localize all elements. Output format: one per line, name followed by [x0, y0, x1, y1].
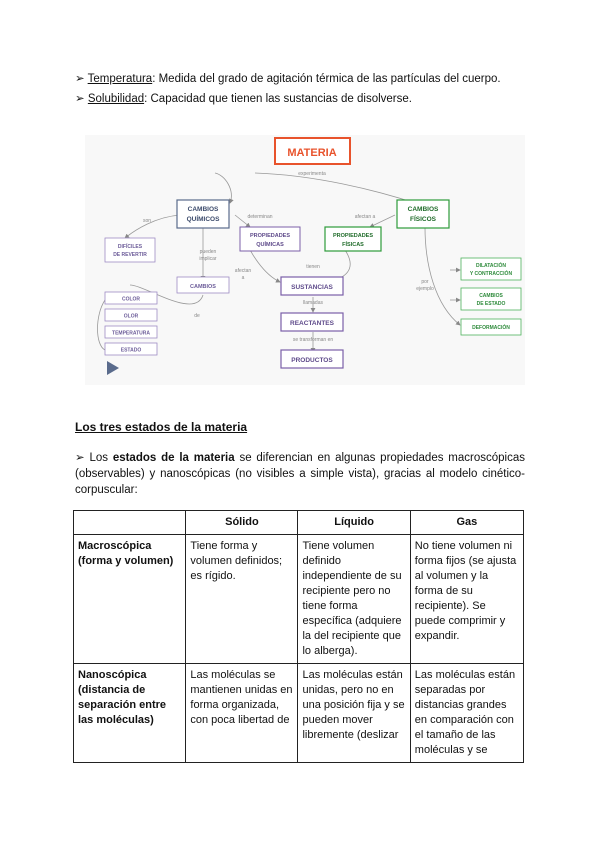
- link-label: determinan: [247, 214, 273, 220]
- node-cambios-estado-line2: DE ESTADO: [476, 301, 506, 307]
- node-prop-fisicas-line2: FÍSICAS: [342, 242, 364, 248]
- link-label: pueden: [199, 249, 217, 255]
- play-arrow-icon[interactable]: [107, 361, 119, 375]
- intro-bold-text: estados de la materia: [112, 452, 235, 464]
- node-cambios-quimicos: [177, 200, 229, 228]
- table-cell: Tiene forma y volumen definidos; es rígido.: [186, 535, 298, 664]
- term-label: Temperatura: [87, 73, 153, 85]
- node-sustancias-label: SUSTANCIAS: [291, 284, 333, 291]
- definition-text: : Capacidad que tienen las sustancias de disolverse.: [144, 93, 412, 105]
- arrow-bullet-icon: ➢: [75, 93, 85, 105]
- table-header-cell: Sólido: [186, 511, 298, 535]
- node-productos-label: PRODUCTOS: [291, 357, 333, 364]
- link-label: experimenta: [298, 171, 326, 177]
- table-cell: No tiene volumen ni forma fijos (se ajusta al volumen y la forma de su recipiente). Se puede comprimir y expandir.: [410, 535, 523, 664]
- node-reactantes-label: REACTANTES: [290, 320, 334, 327]
- list-item-label: COLOR: [121, 296, 141, 303]
- concept-map-diagram: [85, 135, 525, 385]
- node-dificiles-line2: DE REVERTIR: [113, 252, 147, 258]
- table-cell: Las moléculas se mantienen unidas en forma organizada, con poca libertad de: [186, 664, 298, 763]
- link-label: por: [421, 279, 429, 285]
- section-title: Los tres estados de la materia: [75, 420, 248, 434]
- node-deformacion-label: DEFORMACIÓN: [472, 325, 510, 331]
- node-cambios-estado-line1: CAMBIOS: [479, 293, 503, 299]
- definition-text: : Medida del grado de agitación térmica de las partículas del cuerpo.: [152, 73, 501, 85]
- intro-pre-text: Los: [84, 452, 113, 464]
- node-dilatacion-line2: Y CONTRACCIÓN: [469, 271, 513, 277]
- node-dificiles-line1: DIFÍCILES: [117, 244, 143, 250]
- intro-paragraph: [75, 450, 525, 498]
- link-label: se transforman en: [292, 337, 334, 343]
- node-dificiles: [105, 238, 155, 262]
- node-cambios-fisicos-line2: FÍSICOS: [409, 216, 437, 223]
- intro-post-text: se diferencian en algunas propiedades macroscópicas (observables) y nanoscópicas (no visibles a simple vista), gracias al modelo cinético-corpuscular:: [75, 452, 525, 496]
- link-label: ejemplo: [416, 286, 434, 292]
- bullet-solubilidad: [75, 92, 412, 106]
- list-item-label: TEMPERATURA: [112, 330, 150, 337]
- link-label: a: [241, 275, 245, 281]
- arrow-bullet-icon: ➢: [75, 73, 85, 85]
- link-label: llamadas: [302, 300, 324, 306]
- table-header-cell: Líquido: [298, 511, 410, 535]
- node-cambios-label: CAMBIOS: [190, 284, 216, 290]
- node-cambios-quimicos-line2: QUÍMICOS: [186, 216, 220, 223]
- link-label: tienen: [306, 264, 320, 270]
- table-header-cell: Gas: [410, 511, 523, 535]
- list-item-label: ESTADO: [120, 347, 142, 354]
- table-row: [74, 535, 524, 664]
- node-dilatacion-line1: DILATACIÓN: [475, 263, 507, 269]
- table-cell: Las moléculas están separadas por distancias grandes en comparación con el tamaño de las moléculas y se: [410, 664, 523, 763]
- link-label: afectan: [234, 268, 252, 274]
- node-prop-fisicas-line1: PROPIEDADES: [332, 233, 374, 239]
- node-cambios-quimicos-line1: CAMBIOS: [187, 206, 219, 213]
- link-label: de: [194, 313, 200, 319]
- table-header-cell: [74, 511, 186, 535]
- table-cell: Tiene volumen definido independiente de su recipiente pero no tiene forma específica (adquiere la del recipiente que lo alberga).: [298, 535, 410, 664]
- link-label: son: [142, 218, 152, 224]
- node-prop-quimicas-line2: QUÍMICAS: [256, 242, 284, 248]
- term-label: Solubilidad: [87, 93, 145, 105]
- link-label: afectan a: [354, 214, 376, 220]
- row-header-cell: Macroscópica (forma y volumen): [74, 535, 186, 664]
- node-cambios-fisicos: [397, 200, 449, 228]
- bullet-temperatura: [75, 72, 501, 86]
- node-prop-quimicas-line1: PROPIEDADES: [249, 233, 291, 239]
- row-header-cell: Nanoscópica (distancia de separación entre las moléculas): [74, 664, 186, 763]
- link-label: implicar: [199, 256, 217, 262]
- table-header-row: [74, 511, 524, 535]
- arrow-bullet-icon: ➢: [75, 452, 85, 464]
- table-row: [74, 664, 524, 763]
- states-table: [73, 510, 524, 763]
- table-cell: Las moléculas están unidas, pero no en una posición fija y se pueden mover libremente (deslizar: [298, 664, 410, 763]
- list-item-label: OLOR: [123, 313, 139, 320]
- node-cambios-fisicos-line1: CAMBIOS: [407, 206, 439, 213]
- node-materia-label: MATERIA: [287, 147, 337, 159]
